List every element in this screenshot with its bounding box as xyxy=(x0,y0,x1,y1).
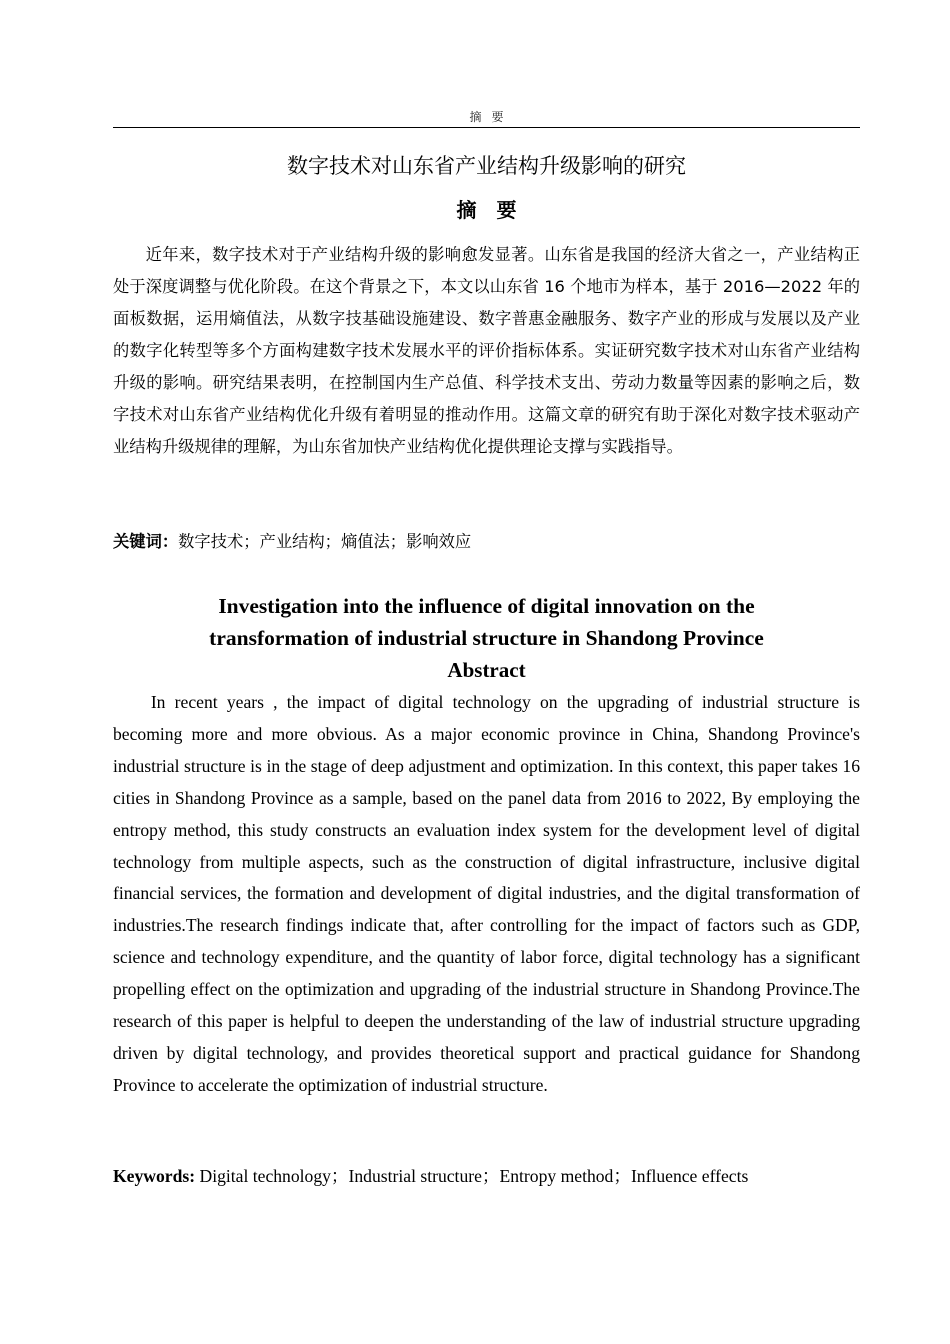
chinese-abstract-heading: 摘要 xyxy=(456,198,537,222)
english-title xyxy=(113,590,860,654)
chinese-abstract-body: 近年来，数字技术对于产业结构升级的影响愈发显著。山东省是我国的经济大省之一，产业结构正处于深度调整与优化阶段。在这个背景之下，本文以山东省 16 个地市为样本，基于 2016—2022 年的面板数据，运用熵值法，从数字技基础设施建设、数字普惠金融服务、数字产业的形成与发展以及产业的数字化转型等多个方面构建数字技术发展水平的评价指标体系。实证研究数字技术对山东省产业结构升级的影响。研究结果表明，在控制国内生产总值、科学技术支出、劳动力数量等因素的影响之后，数字技术对山东省产业结构优化升级有着明显的推动作用。这篇文章的研究有助于深化对数字技术驱动产业结构升级规律的理解，为山东省加快产业结构优化提供理论支撑与实践指导。 xyxy=(113,245,860,456)
english-keywords xyxy=(113,1162,860,1190)
chinese-keywords-list: 数字技术；产业结构；熵值法；影响效应 xyxy=(178,532,472,551)
english-keywords-label: Keywords: xyxy=(113,1166,196,1186)
english-title-line-1: Investigation into the influence of digital innovation on the xyxy=(218,594,755,618)
running-header: 摘要 xyxy=(469,110,514,124)
header-rule xyxy=(113,127,860,128)
english-abstract-heading: Abstract xyxy=(447,658,526,682)
chinese-title: 数字技术对山东省产业结构升级影响的研究 xyxy=(287,154,686,178)
english-keywords-list: Digital technology；Industrial structure；Entropy method；Influence effects xyxy=(195,1166,749,1186)
english-abstract-body: In recent years , the impact of digital technology on the upgrading of industrial structure is becoming more and more obvious. As a major economic province in China, Shandong Province's industrial structure is in the stage of deep adjustment and optimization. In this context, this paper takes 16 cities in Shandong Province as a sample, based on the panel data from 2016 to 2022, By employing the entropy method, this study constructs an evaluation index system for the development level of digital technology from multiple aspects, such as the construction of digital infrastructure, inclusive digital financial services, the formation and development of digital industries, and the digital transformation of industries.The research findings indicate that, after controlling for the impact of factors such as GDP, science and technology expenditure, and the quantity of labor force, digital technology has a significant propelling effect on the optimization and upgrading of the industrial structure in Shandong Province.The research of this paper is helpful to deepen the understanding of the law of industrial structure upgrading driven by digital technology, and provides theoretical support and practical guidance for Shandong Province to accelerate the optimization of industrial structure. xyxy=(113,692,860,1095)
chinese-keywords-label: 关键词： xyxy=(113,532,179,551)
english-title-line-2: transformation of industrial structure in Shandong Province xyxy=(209,626,764,650)
chinese-keywords xyxy=(113,528,860,556)
